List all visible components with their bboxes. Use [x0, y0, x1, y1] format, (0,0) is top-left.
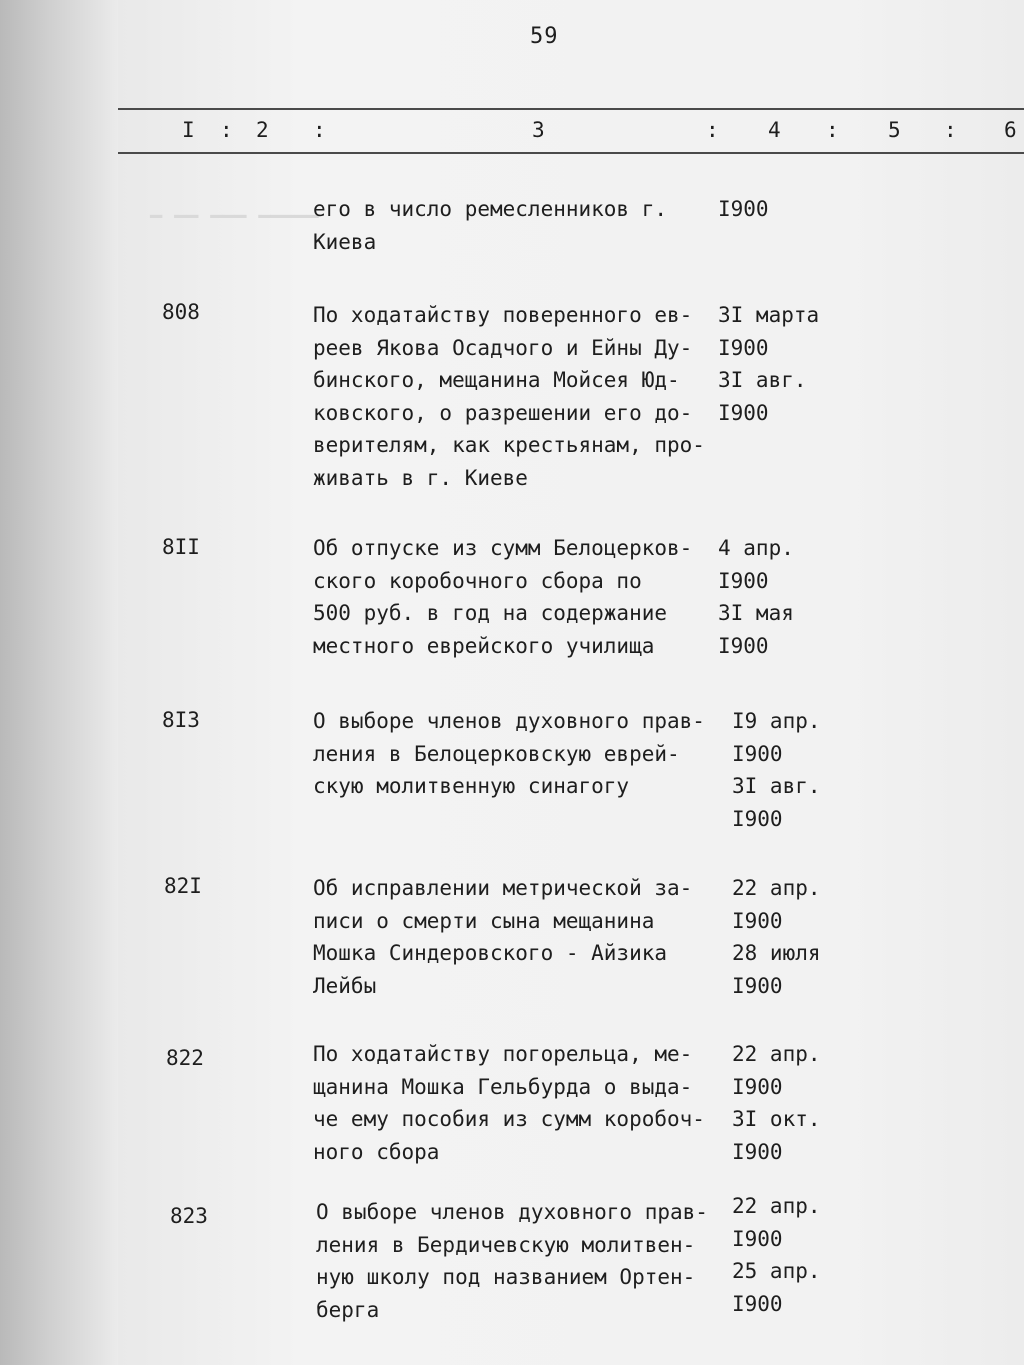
description-line: О выборе членов духовного прав- [316, 1200, 708, 1224]
description-line: ления в Белоцерковскую еврей- [313, 741, 680, 766]
description-line: Лейбы [313, 973, 377, 998]
date-line: I900 [718, 335, 769, 360]
description-line: писи о смерти сына мещанина [313, 908, 655, 933]
column-header-3: 3 [532, 118, 545, 142]
entry-dates [732, 705, 821, 835]
entry-number: 82I [164, 874, 202, 898]
description-line: О выборе членов духовного прав- [313, 709, 705, 733]
column-header-6: 6 [1004, 118, 1017, 142]
date-line: I900 [718, 197, 769, 221]
entry-number: 822 [166, 1046, 204, 1070]
entry-description [313, 872, 718, 1002]
date-line: I900 [732, 806, 783, 831]
entry-dates [718, 193, 769, 226]
date-line: I900 [732, 1226, 783, 1251]
entry-description [316, 1196, 721, 1326]
entry-description [313, 193, 718, 258]
description-line: живать в г. Киеве [313, 465, 528, 490]
entry-dates [718, 532, 794, 662]
entry-number: 8I3 [162, 708, 200, 732]
description-line: ского коробочного сбора по [313, 568, 642, 593]
entry-dates [732, 1190, 821, 1320]
entry-description [313, 1038, 718, 1168]
date-line: 3I окт. [732, 1107, 821, 1131]
description-line: берга [316, 1297, 380, 1322]
description-line: Мошка Синдеровского - Айзика [313, 941, 668, 965]
book-spine-shadow [0, 0, 120, 1365]
column-separator: : [313, 118, 326, 142]
entry-number: 808 [162, 300, 200, 324]
page-number: 59 [530, 24, 559, 49]
date-line: I900 [732, 1139, 783, 1164]
date-line: 3I мая [718, 601, 794, 625]
header-rule-bottom [118, 152, 1024, 154]
description-line: че ему пособия из сумм коробоч- [313, 1107, 705, 1131]
date-line: 28 июля [732, 941, 821, 965]
column-header-5: 5 [888, 118, 901, 142]
date-line: 3I авг. [718, 368, 807, 392]
description-line: реев Якова Осадчого и Ейны Ду- [313, 335, 693, 360]
entry-description [313, 705, 718, 803]
entry-number: 823 [170, 1204, 208, 1228]
column-header-4: 4 [768, 118, 781, 142]
column-header-2: 2 [256, 118, 269, 142]
date-line: I900 [732, 1291, 783, 1316]
description-line: ления в Бердичевскую молитвен- [316, 1232, 696, 1257]
description-line: его в число ремесленников г. [313, 197, 668, 221]
column-separator: : [706, 118, 719, 142]
column-separator: : [944, 118, 957, 142]
date-line: I900 [718, 400, 769, 425]
column-separator: : [826, 118, 839, 142]
column-header-1: I [182, 118, 195, 142]
date-line: I900 [718, 633, 769, 658]
entry-description [313, 299, 718, 494]
description-line: щанина Мошка Гельбурда о выда- [313, 1074, 693, 1099]
description-line: скую молитвенную синагогу [313, 774, 630, 798]
date-line: 4 апр. [718, 536, 794, 560]
description-line: ного сбора [313, 1139, 440, 1164]
description-line: Киева [313, 229, 377, 254]
date-line: I900 [732, 908, 783, 933]
date-line: 3I марта [718, 303, 820, 327]
date-line: 3I авг. [732, 774, 821, 798]
date-line: I900 [732, 741, 783, 766]
description-line: ную школу под названием Ортен- [316, 1265, 696, 1289]
date-line: 22 апр. [732, 1194, 821, 1218]
bleed-through-shadow: ▁ ▁▁ ▁▁▁ ▁▁▁▁▁ [150, 194, 319, 218]
entry-dates [732, 872, 821, 1002]
column-separator: : [220, 118, 233, 142]
description-line: местного еврейского училища [313, 633, 655, 658]
entry-dates [718, 299, 819, 429]
date-line: I900 [732, 1074, 783, 1099]
date-line: I900 [718, 568, 769, 593]
header-rule-top [118, 108, 1024, 110]
entry-dates [732, 1038, 821, 1168]
description-line: ковского, о разрешении его до- [313, 400, 693, 425]
entry-description [313, 532, 718, 662]
description-line: Об отпуске из сумм Белоцерков- [313, 536, 693, 560]
date-line: 22 апр. [732, 1042, 821, 1066]
date-line: I9 апр. [732, 709, 821, 733]
date-line: 22 апр. [732, 876, 821, 900]
description-line: бинского, мещанина Мойсея Юд- [313, 368, 680, 392]
description-line: По ходатайству погорельца, ме- [313, 1042, 693, 1066]
description-line: верителям, как крестьянам, про- [313, 433, 705, 457]
date-line: 25 апр. [732, 1259, 821, 1283]
description-line: По ходатайству поверенного ев- [313, 303, 693, 327]
date-line: I900 [732, 973, 783, 998]
description-line: Об исправлении метрической за- [313, 876, 693, 900]
description-line: 500 руб. в год на содержание [313, 601, 668, 625]
entry-number: 8II [162, 535, 200, 559]
